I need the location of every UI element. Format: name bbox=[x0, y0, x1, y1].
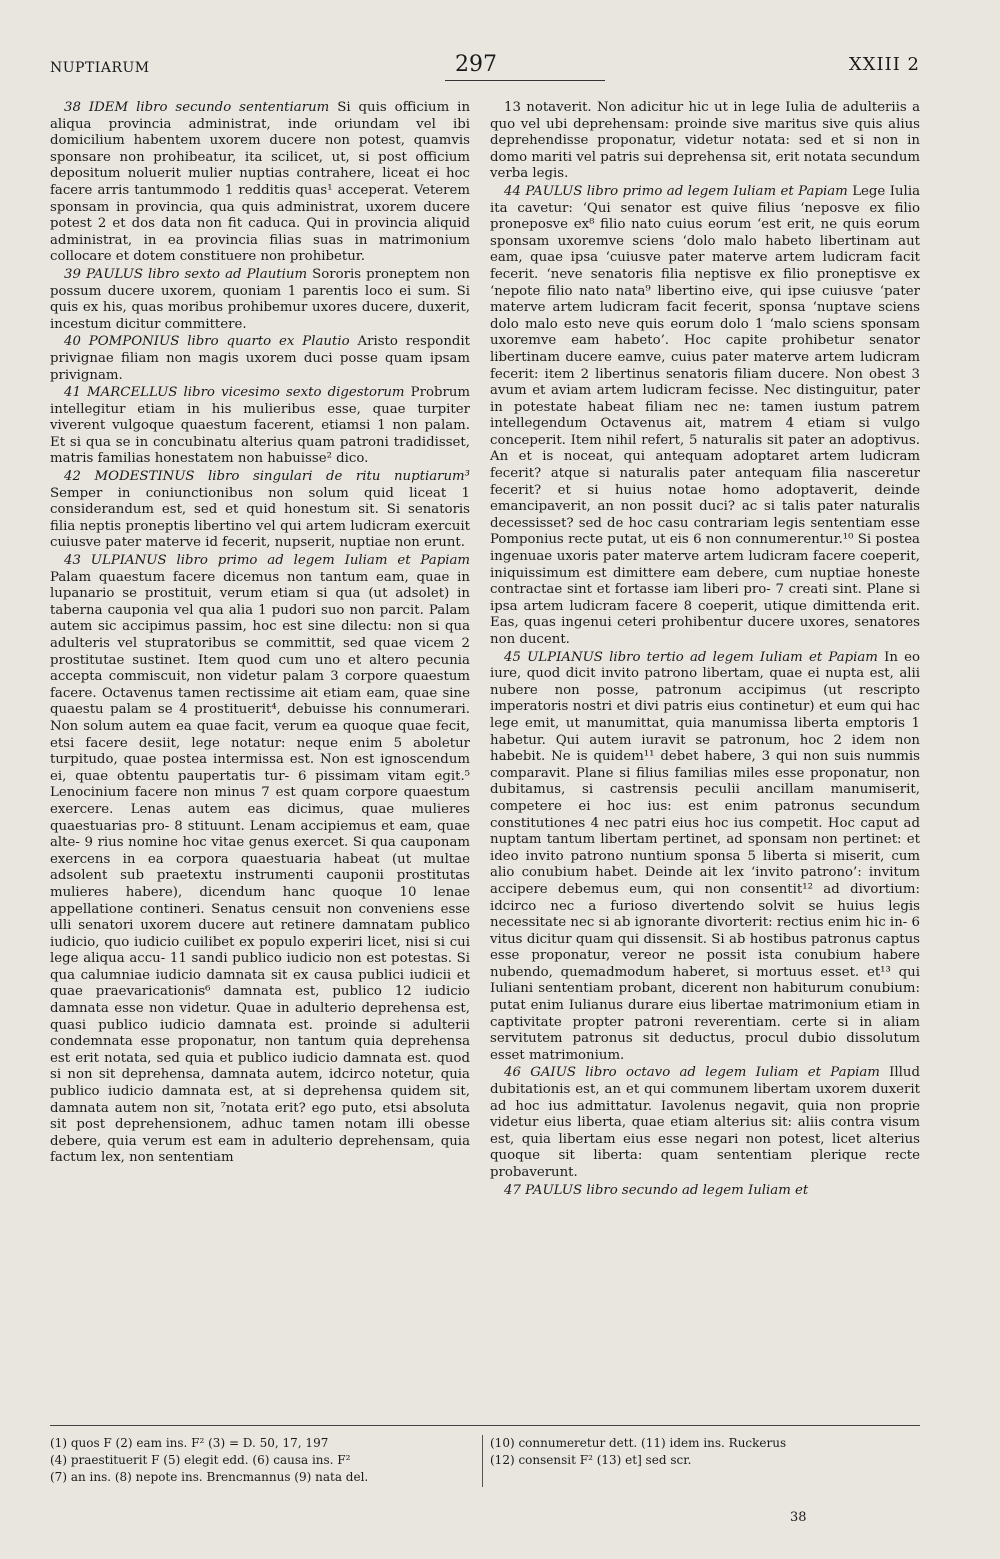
running-header bbox=[50, 52, 920, 82]
footnote-line: (10) connumeretur dett. (11) idem ins. Ruckerus bbox=[490, 1436, 787, 1450]
left-column bbox=[50, 100, 470, 1168]
paragraph bbox=[490, 650, 920, 1065]
footnote-line: (1) quos F (2) eam ins. F² (3) = D. 50, 17, 197 bbox=[50, 1436, 329, 1450]
paragraph-text: Aristo respondit privignae filiam non magis uxorem duci posse quam ipsam privignam. bbox=[50, 334, 470, 383]
footnote-divider bbox=[482, 1435, 483, 1487]
fragment-heading: 45 ULPIANUS libro tertio ad legem Iuliam et Papiam bbox=[504, 649, 878, 665]
footnote-rule bbox=[50, 1425, 920, 1426]
footnote-line: (4) praestituerit F (5) elegit edd. (6) causa ins. F² bbox=[50, 1453, 351, 1467]
paragraph-text: In eo iure, quod dicit invito patrono libertam, quae ei nupta est, alii nubere non posse, patronum accipimus (ut rescripto imperatoris nostri et divi patris eius continetur) et eum qui hac lege emit, ut manumittat, quia manumissa liberta emptoris 1 habetur. Qui autem iuravit se patronum, hoc 2 idem non habebit. Ne is quidem¹¹ debet habere, 3 qui non suis nummis comparavit. Plane si filius familias miles esse proponatur, non dubitamus, si castrensis peculii ancillam manumiserit, competere ei hoc ius: est enim patronus secundum constitutiones 4 nec patri eius hoc ius competit. Hoc caput ad nuptam tantum libertam pertinet, ad sponsam non pertinet: et ideo invito patrono nuntium sponsa 5 liberta si miserit, cum alio conubium habet. Deinde ait lex ‘invito patrono’: invitum accipere debemus eum, qui non consentit¹² ad divortium: idcirco nec a furioso divertendo solvit se huius legis necessitate nec si ab ignorante divorterit: rectius enim hic in- 6 vitus dicitur quam qui dissensit. Si ab hostibus patronus captus esse proponatur, vereor ne possit ista conubium habere nubendo, quemadmodum haberet, si mortuus esset. et¹³ qui Iuliani sententiam probant, dicerent non habiturum conubium: putat enim Iulianus durare eius libertae matrimonium etiam in captivitate propter patroni reverentiam. certe si in aliam servitutem patronus sit deductus, procul dubio dissolutum esset matrimonium. bbox=[490, 649, 920, 1063]
paragraph bbox=[490, 1065, 920, 1181]
page-number: 297 bbox=[455, 52, 497, 77]
fragment-heading: 40 POMPONIUS libro quarto ex Plautio bbox=[64, 334, 350, 350]
fragment-heading: 42 MODESTINUS libro singulari de ritu nuptiarum³ bbox=[64, 469, 470, 485]
footnotes-left bbox=[50, 1435, 480, 1486]
paragraph-text: Lege Iulia ita cavetur: ‘Qui senator est quive filius ‘neposve ex filio proneposve ex⁸ filio nato cuius eorum ‘est erit, ne quis eorum sponsam uxoremve sciens ‘dolo malo habeto libertinam aut eam, quae ipsa ‘cuiusve pater materve artem ludicram facit fecerit. ‘neve senatoris filia neptisve ex filio proneptisve ex ‘nepote filio nato nata⁹ libertino eive, qui ipse cuiusve ‘pater materve artem ludicram facit fecerit, sponsa ‘nuptave sciens dolo malo esto neve quis eorum dolo 1 ‘malo sciens sponsam uxoremve eam habeto’. Hoc capite prohibetur senator libertinam ducere eamve, cuius pater materve artem ludicram fecerit: item 2 libertinus senatoris filiam ducere. Non obest 3 avum et aviam artem ludicram fecisse. Nec distinguitur, pater in potestate habeat filiam nec ne: tamen iustum patrem intellegendum Octavenus ait, matrem 4 etiam si vulgo conceperit. Item nihil refert, 5 naturalis sit pater an adoptivus. An et is noceat, qui antequam adoptaret artem ludicram fecerit? atque si naturalis pater antequam filia nasceretur fecerit? et si huius notae homo adoptaverit, deinde emancipaverit, an non possit duci? ac si talis pater naturalis decessisset? sed de hoc casu contrariam legis sententiam esse Pomponius recte putat, ut eis 6 non connumerentur.¹⁰ Si postea ingenuae uxoris pater materve artem ludicram facere coeperit, iniquissimum est dimittere eam debere, cum nuptiae honeste contractae sint et fortasse iam liberi pro- 7 creati sint. Plane si ipsa artem ludicram facere 8 coeperit, utique dimittenda erit. Eas, quas ingenui ceteri prohibentur ducere uxores, senatores non ducent. bbox=[490, 183, 920, 647]
paragraph bbox=[490, 100, 920, 183]
paragraph-text: 13 notaverit. Non adicitur hic ut in lege Iulia de adulteriis a quo vel ubi deprehensam: proinde sive maritus sive quis alius deprehendisse proponatur, videtur notata: sed et si non in domo mariti vel patris sui deprehensa sit, erit notata secundum verba legis. bbox=[490, 100, 920, 182]
paragraph bbox=[50, 267, 470, 333]
fragment-heading: 41 MARCELLUS libro vicesimo sexto digestorum bbox=[64, 385, 405, 401]
fragment-heading: 38 IDEM libro secundo sententiarum bbox=[64, 100, 330, 115]
footnotes-right bbox=[490, 1435, 920, 1469]
paragraph bbox=[50, 469, 470, 552]
fragment-heading: 46 GAIUS libro octavo ad legem Iuliam et Papiam bbox=[504, 1065, 880, 1081]
signature-mark: 38 bbox=[790, 1510, 807, 1525]
paragraph-text: Si quis officium in aliqua provincia administrat, inde oriundam vel ibi domicilium habentem uxorem ducere non potest, quamvis sponsare non prohibeatur, ita scilicet, ut, si post officium depositum noluerit mulier nuptias contrahere, liceat ei hoc facere arris tantummodo 1 redditis quas¹ acceperat. Veterem sponsam in provincia, qua quis administrat, uxorem ducere potest 2 et dos data non fit caduca. Qui in provincia aliquid administrat, in ea provincia filias suas in matrimonium collocare et dotem constituere non prohibetur. bbox=[50, 100, 471, 265]
paragraph bbox=[50, 385, 470, 468]
footnotes bbox=[50, 1425, 920, 1484]
paragraph bbox=[490, 184, 920, 649]
fragment-heading: 43 ULPIANUS libro primo ad legem Iuliam et Papiam bbox=[64, 553, 470, 569]
paragraph-text: Palam quaestum facere dicemus non tantum eam, quae in lupanario se prostituit, verum etiam si qua (ut adsolet) in taberna cauponia vel qua alia 1 pudori suo non parcit. Palam autem sic accipimus passim, hoc est sine dilectu: non si qua adulteris vel stupratoribus se committit, sed quae vicem 2 prostitutae sustinet. Item quod cum uno et altero pecunia accepta commiscuit, non videtur palam 3 corpore quaestum facere. Octavenus tamen rectissime ait etiam eam, quae sine quaestu palam se 4 prostituerit⁴, debuisse his connumerari. Non solum autem ea quae facit, verum ea quoque quae fecit, etsi facere desiit, lege notatur: neque enim 5 aboletur turpitudo, quae postea intermissa est. Non est ignoscendum ei, quae obtentu paupertatis tur- 6 pissimam vitam egit.⁵ Lenocinium facere non minus 7 est quam corpore quaestum exercere. Lenas autem eas dicimus, quae mulieres quaestuarias pro- 8 stituunt. Lenam accipiemus et eam, quae alte- 9 rius nomine hoc vitae genus exercet. Si qua cauponam exercens in ea corpora quaestuaria habeat (ut multae adsolent sub praetextu instrumenti cauponii prostitutas mulieres habere), dicendum hanc quoque 10 lenae appellatione contineri. Senatus censuit non conveniens esse ulli senatori uxorem ducere aut retinere damnatam publico iudicio, quo iudicio cuilibet ex populo experiri licet, nisi si cui lege aliqua accu- 11 sandi publico iudicio non est potestas. Si qua calumniae iudicio damnata sit ex causa publici iudicii et quae praevaricationis⁶ damnata est, publico 12 iudicio damnata esse non videtur. Quae in adulterio deprehensa est, quasi publico iudicio damnata est. proinde si adulterii condemnata esse proponatur, non tantum quia deprehensa est erit notata, sed quia et publico iudicio damnata est. quod si non sit deprehensa, damnata autem, idcirco notetur, quia publico iudicio damnata est, at si deprehensa quidem sit, damnata autem non sit, ⁷notata erit? ego puto, etsi absoluta sit post deprehensionem, adhuc tamen notam illi obesse debere, quia verum est eam in adulterio deprehensam, quia factum lex, non sententiam bbox=[50, 569, 470, 1166]
running-title: NUPTIARUM bbox=[50, 60, 150, 76]
paragraph-text: Probrum intellegitur etiam in his mulieribus esse, quae turpiter viverent vulgoque quaestum facerent, etiamsi 1 non palam. Et si qua se in concubinatu alterius quam patroni tradidisset, matris familias honestatem non habuisse² dico. bbox=[50, 385, 470, 467]
paragraph bbox=[490, 1183, 920, 1200]
footnote-line: (12) consensit F² (13) et] sed scr. bbox=[490, 1453, 692, 1467]
fragment-heading: 39 PAULUS libro sexto ad Plautium bbox=[64, 266, 308, 282]
fragment-heading: 47 PAULUS libro secundo ad legem Iuliam et bbox=[504, 1182, 809, 1198]
right-column bbox=[490, 100, 920, 1200]
paragraph bbox=[50, 100, 470, 266]
footnote-line: (7) an ins. (8) nepote ins. Brencmannus (9) nata del. bbox=[50, 1470, 369, 1484]
paragraph-text: Semper in coniunctionibus non solum quid liceat 1 considerandum est, sed et quid honestum sit. Si senatoris filia neptis proneptis libertino vel qui artem ludicram exercuit cuiusve pater materve id fecerit, nupserit, nuptiae non erunt. bbox=[50, 485, 470, 551]
paragraph bbox=[50, 553, 470, 1167]
header-rule bbox=[445, 80, 605, 81]
fragment-heading: 44 PAULUS libro primo ad legem Iuliam et Papiam bbox=[504, 183, 848, 199]
paragraph-text: Illud dubitationis est, an et qui communem libertam uxorem duxerit ad hoc ius admittatur. Iavolenus negavit, quia non proprie videtur eius liberta, quae etiam alterius sit: aliis contra visum est, quia libertam eius esse negari non potest, licet alterius quoque sit liberta: quam sententiam plerique recte probaverunt. bbox=[490, 1065, 920, 1180]
paragraph-text: Sororis proneptem non possum ducere uxorem, quoniam 1 parentis loco ei sum. Si quis ex his, quas moribus prohibemur uxores ducere, duxerit, incestum dicitur committere. bbox=[50, 266, 470, 332]
paragraph bbox=[50, 334, 470, 384]
section-number: XXIII 2 bbox=[848, 54, 920, 75]
